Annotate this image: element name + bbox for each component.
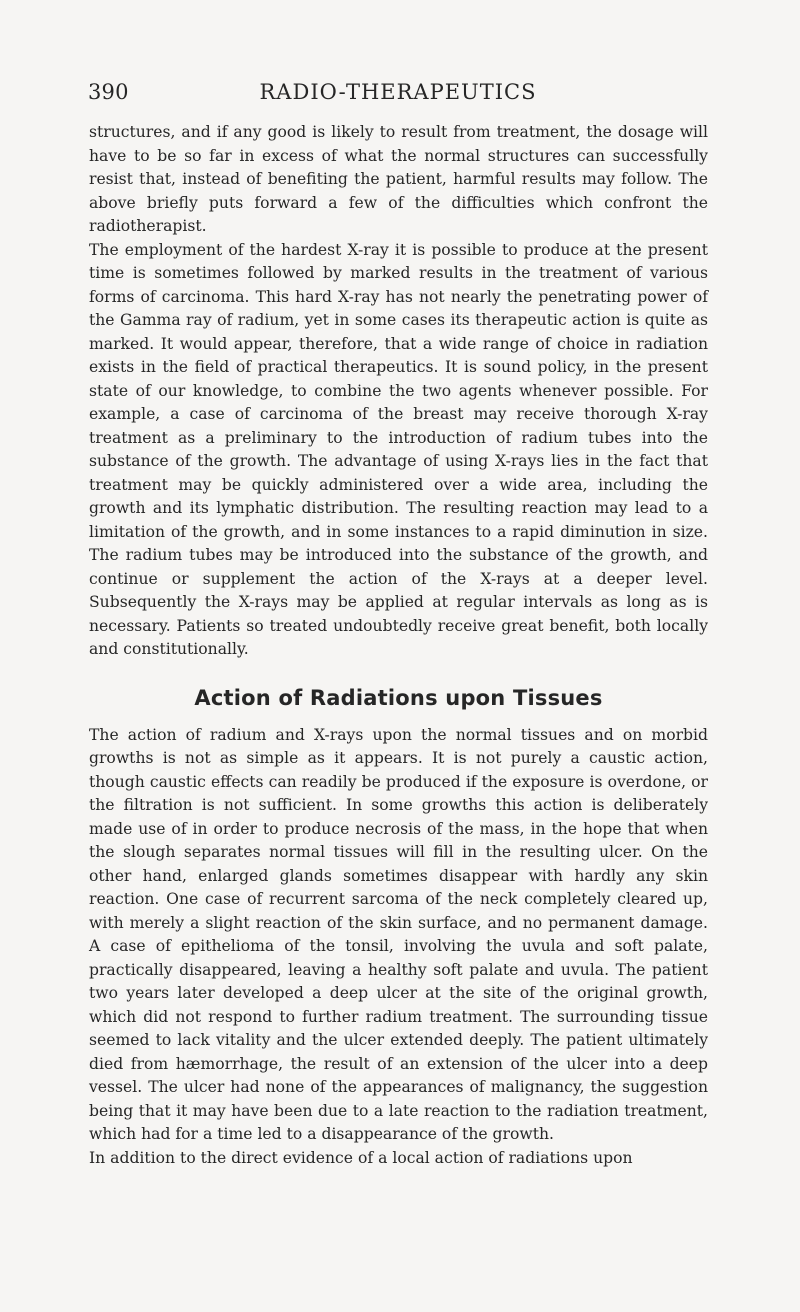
running-title: RADIO-THERAPEUTICS xyxy=(259,80,537,104)
body-text xyxy=(89,121,708,1170)
paragraph-action-of-radium: The action of radium and X-rays upon the normal tissues and on morbid growths is not as simple as it appears. It is not purely a caustic action, though caustic effects can readily be produced if the exposure is overdone, or the filtration is not sufficient. In some growths this action is deliberately made use of in order to produce necrosis of the mass, in the hope that when the slough separates normal tissues will fill in the resulting ulcer. On the other hand, enlarged glands sometimes disappear with hardly any skin reaction. One case of recurrent sarcoma of the neck completely cleared up, with merely a slight reaction of the skin surface, and no permanent damage. A case of epithelioma of the tonsil, involving the uvula and soft palate, practically disappeared, leaving a healthy soft palate and uvula. The patient two years later developed a deep ulcer at the site of the original growth, which did not respond to further radium treatment. The surrounding tissue seemed to lack vitality and the ulcer extended deeply. The patient ultimately died from hæmorrhage, the result of an extension of the ulcer into a deep vessel. The ulcer had none of the appearances of malignancy, the suggestion being that it may have been due to a late reaction to the radiation treatment, which had for a time led to a disappearance of the growth. xyxy=(89,725,708,1143)
paragraph-hard-xray: The employment of the hardest X-ray it is possible to produce at the present time is sometimes followed by marked results in the treatment of various forms of carcinoma. This hard X-ray has not nearly the penetrating power of the Gamma ray of radium, yet in some cases its therapeutic action is quite as marked. It would appear, therefore, that a wide range of choice in radiation exists in the field of practical therapeutics. It is sound policy, in the present state of our knowledge, to combine the two agents whenever possible. For example, a case of carcinoma of the breast may receive thorough X-ray treatment as a preliminary to the introduction of radium tubes into the substance of the growth. The advantage of using X-rays lies in the fact that treatment may be quickly administered over a wide area, including the growth and its lymphatic distribution. The resulting reaction may lead to a limitation of the growth, and in some instances to a rapid diminution in size. The radium tubes may be introduced into the substance of the growth, and continue or supplement the action of the X-rays at a deeper level. Subsequently the X-rays may be applied at regular intervals as long as is necessary. Patients so treated undoubtedly receive great benefit, both locally and constitutionally. xyxy=(89,240,708,658)
section-heading: Action of Radiations upon Tissues xyxy=(194,685,603,710)
running-head xyxy=(88,80,708,114)
paragraph-continued: structures, and if any good is likely to result from treatment, the dosage will have to be so far in excess of what the normal structures can successfully resist that, instead of benefiting the patient, harmful results may follow. The above briefly puts forward a few of the difficulties which confront the radiotherapist. xyxy=(89,123,708,235)
page-number: 390 xyxy=(88,80,129,104)
paragraph-direct-evidence: In addition to the direct evidence of a local action of radiations upon xyxy=(89,1148,633,1167)
